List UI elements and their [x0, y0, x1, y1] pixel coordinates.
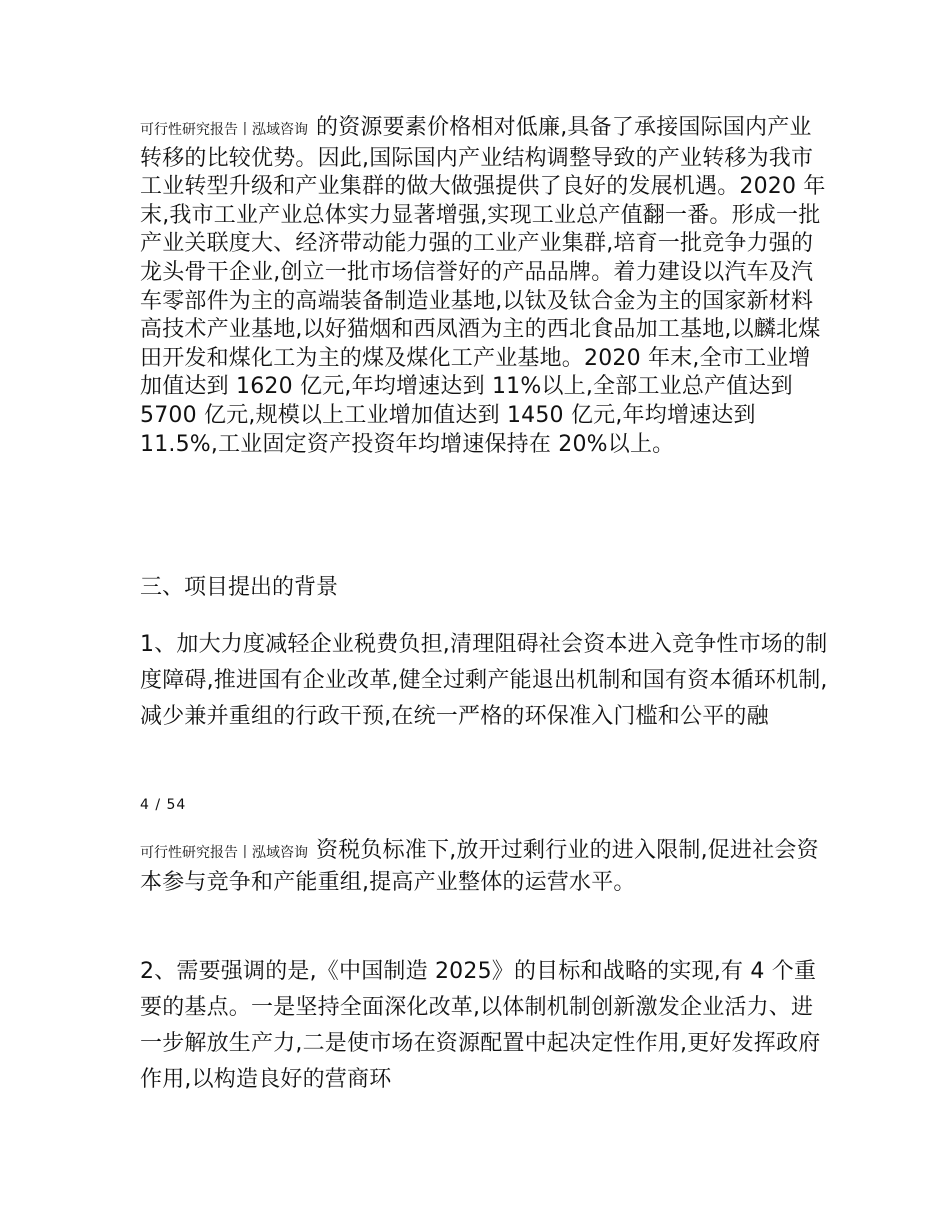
paragraph-text: 促进社会资本参与竞争和产能重组,提高产业整体的运营水平。 [140, 838, 819, 895]
list-item-1 [140, 627, 830, 735]
intro-text: 的资源要素价格相对低廉,具备了承接国 [316, 115, 701, 140]
page1-body-paragraph [140, 114, 830, 459]
page-number: 4 / 54 [140, 797, 187, 813]
item-text: 1、加大力度减轻企业税费负担,清理阻碍社会资本进入竞争性市场的制度障碍,推进国有企业改革,健全过剩产能退出机制和国有资本循环机制,减少兼并重组的行政干预,在统一严格的环保准入门槛和公平的融 [140, 632, 828, 729]
section-heading-block [140, 570, 830, 601]
report-header-label: 可行性研究报告丨泓域咨询 [140, 845, 308, 861]
item-text: 2、需要强调的是,《中国制造 2025》的目标和战略的实现,有 4 个重要的基点。一是坚持全面深化改革,以体制机制创新激发企业活力、进一步解放生产力,二是使市场在资源配置中起决定性作用,更好发挥政府作用,以构造良好的营商环 [140, 959, 821, 1092]
paragraph [140, 836, 830, 898]
paragraph [140, 114, 830, 459]
page2-body-paragraph [140, 836, 830, 898]
list-item-2 [140, 954, 830, 1098]
intro-text: 资税负标准下,放开过剩行业的进入限制, [316, 838, 708, 863]
report-header-label: 可行性研究报告丨泓域咨询 [140, 122, 308, 138]
section-title: 三、项目提出的背景 [140, 575, 339, 600]
paragraph-text: 际国内产业转移的比较优势。因此,国际国内产业结构调整导致的产业转移为我市工业转型升级和产业集群的做大做强提供了良好的发展机遇。2020 年末,我市工业产业总体实力显著增强,实现工业总产值翻一番。形成一批产业关联度大、经济带动能力强的工业产业集群,培育一批竞争力强的龙头骨干企业,创立一批市场信誉好的产品品牌。着力建设以汽车及汽车零部件为主的高端装备制造业基地,以钛及钛合金为主的国家新材料高技术产业基地,以好猫烟和西凤酒为主的西北食品加工基地,以麟北煤田开发和煤化工为主的煤及煤化工产业基地。2020 年末,全市工业增加值达到 1620 亿元,年均增速达到 11%以上,全部工业总产值达到 5700 亿元,规模以上工业增加值达到 1450 亿元,年均增速达到 11.5%,工业固定资产投资年均增速保持在 20%以上。 [140, 115, 826, 457]
